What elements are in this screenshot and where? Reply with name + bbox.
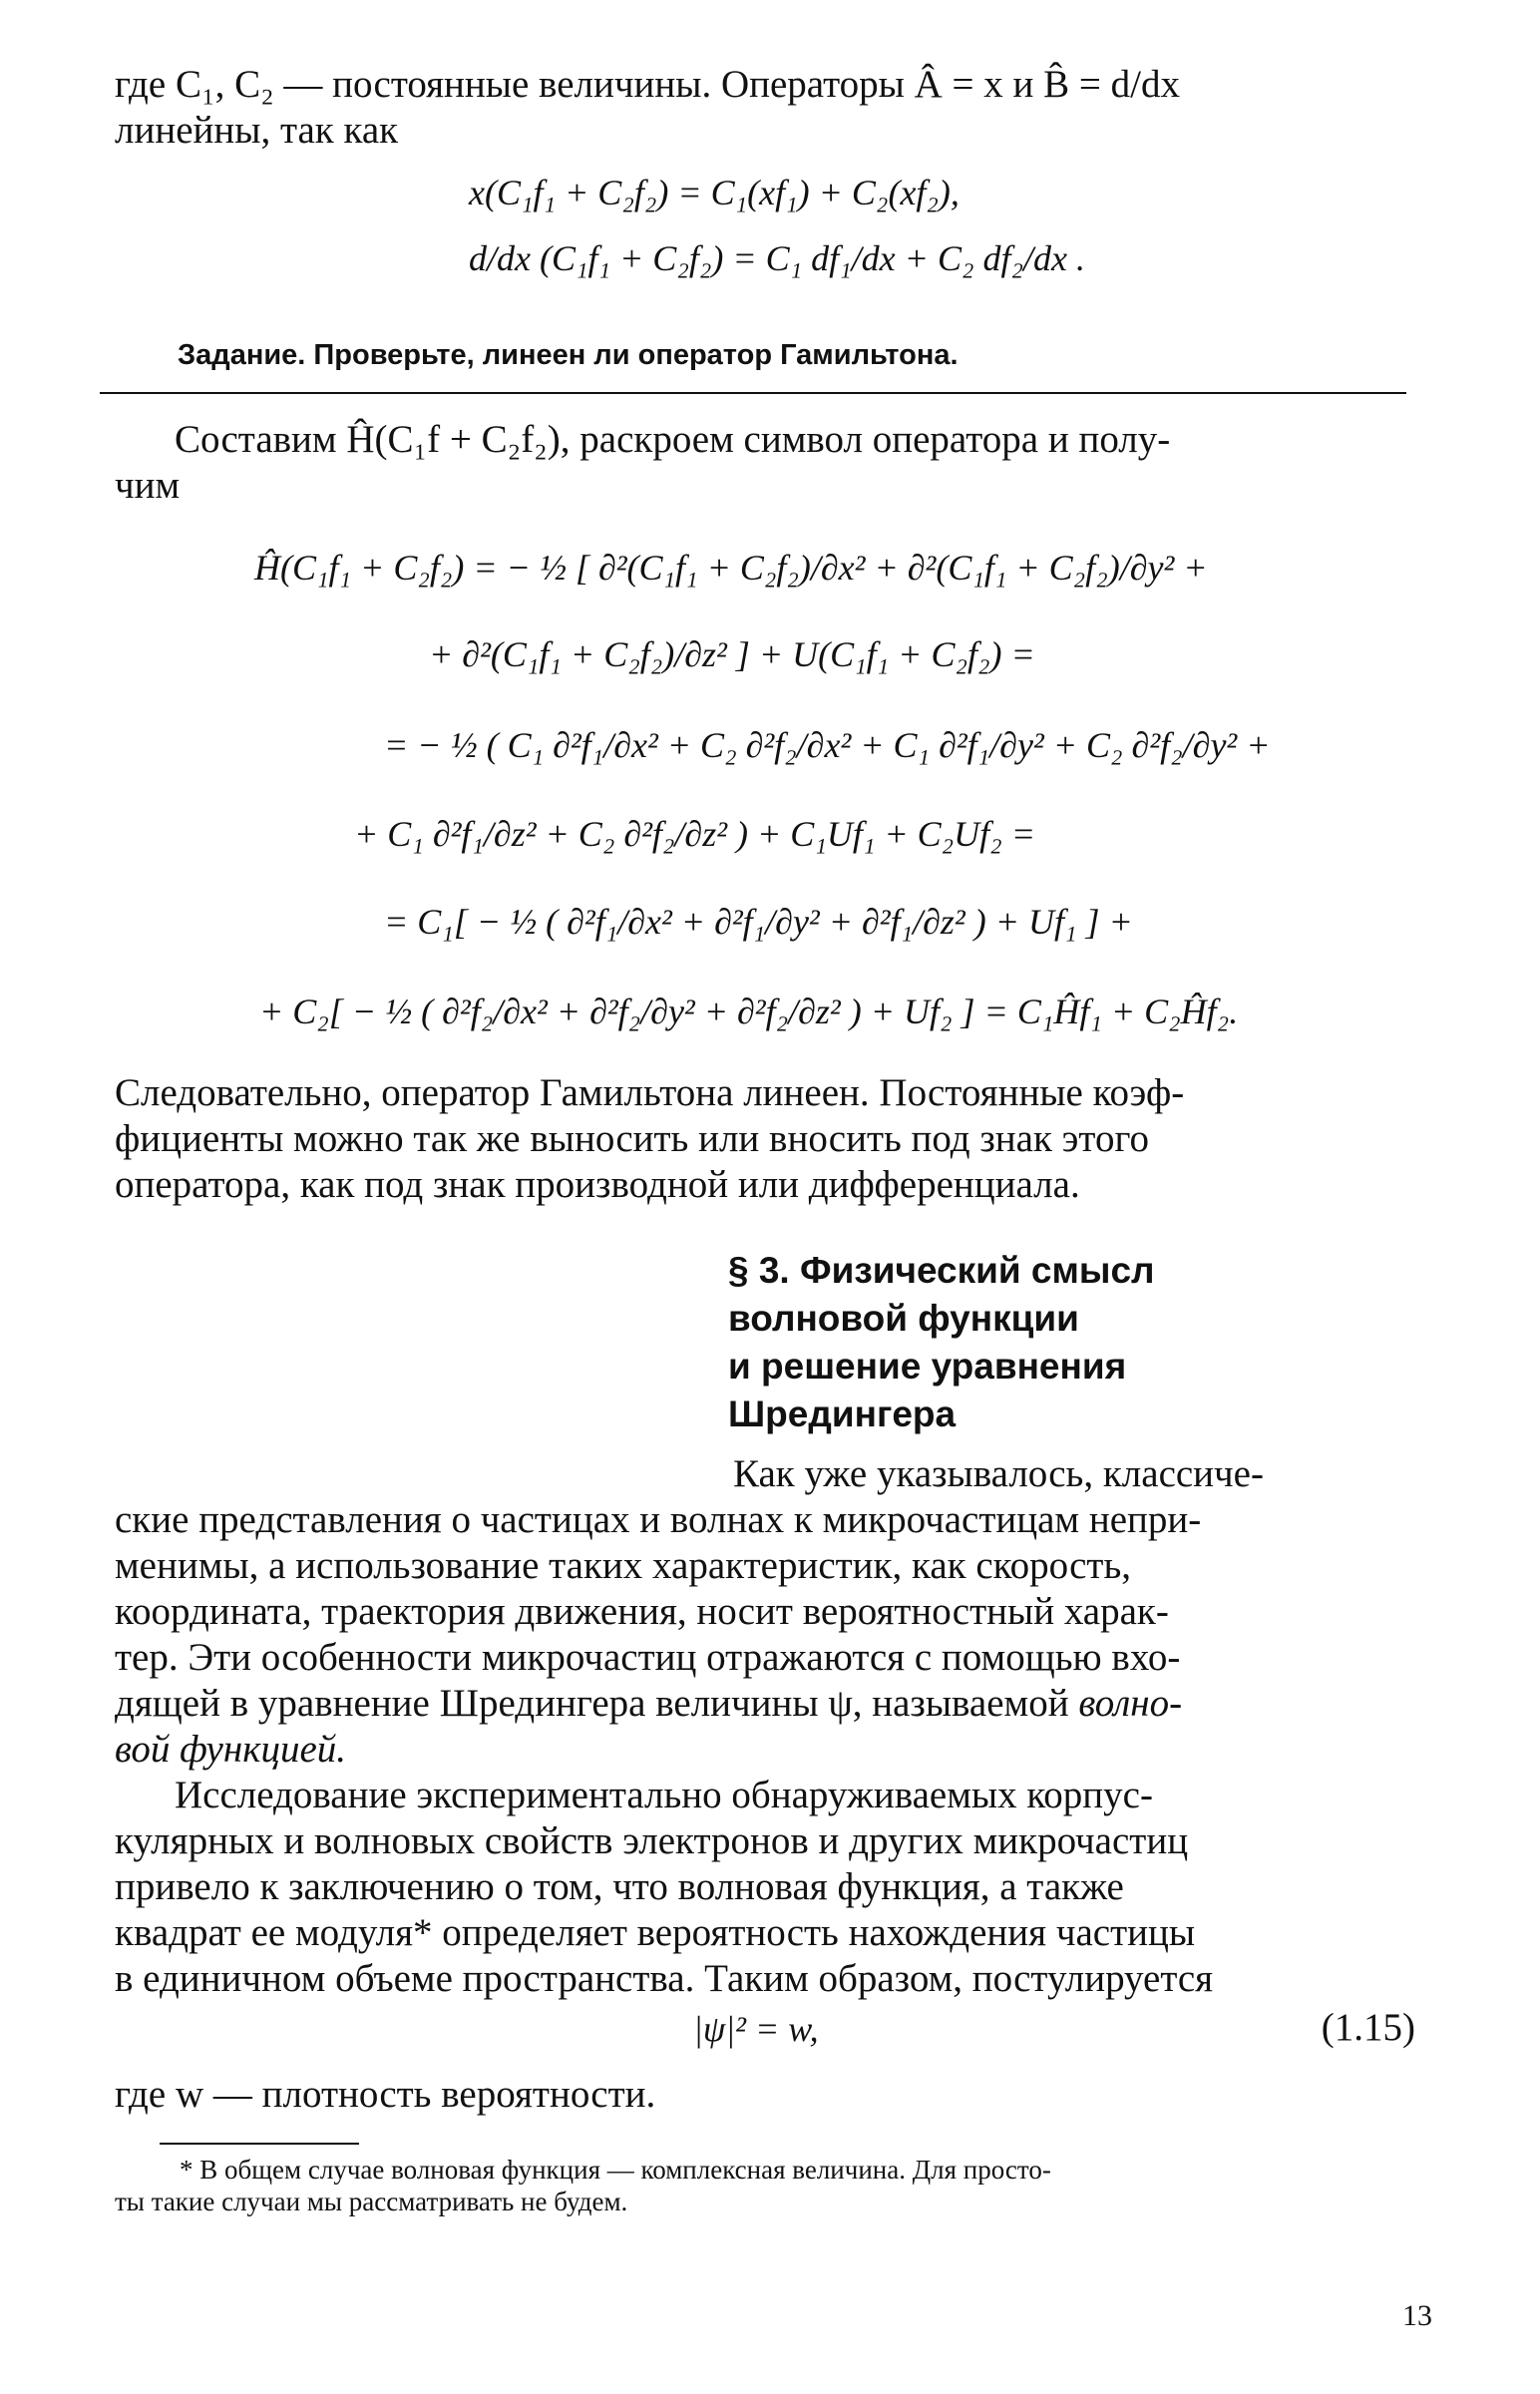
- paragraph-line: фициенты можно так же выносить или вносить под знак этого: [115, 1117, 1149, 1160]
- equation-line: = C₁[ − ½ ( ∂²f₁/∂x² + ∂²f₁/∂y² + ∂²f₁/∂z² ) + Uf₁ ] +: [384, 902, 1133, 942]
- paragraph-line: Исследование экспериментально обнаруживаемых корпус-: [175, 1774, 1153, 1816]
- paragraph-line: чим: [115, 464, 181, 507]
- footnote-line: * В общем случае волновая функция — комплексная величина. Для просто-: [180, 2155, 1051, 2185]
- equation-line: Ĥ(C₁f₁ + C₂f₂) = − ½ [ ∂²(C₁f₁ + C₂f₂)/∂x² + ∂²(C₁f₁ + C₂f₂)/∂y² +: [254, 548, 1208, 588]
- equation-formula: |ψ|² = w,: [693, 2009, 819, 2049]
- heading-line: волновой функции: [728, 1298, 1079, 1339]
- paragraph-line: где w — плотность вероятности.: [115, 2073, 656, 2116]
- footnote-divider: [160, 2143, 359, 2145]
- paragraph-line: привело к заключению о том, что волновая функция, а также: [115, 1865, 1124, 1908]
- section-heading: [728, 1247, 1155, 1438]
- equation-number: (1.15): [1321, 2006, 1415, 2049]
- paragraph-line: Как уже указывалось, классиче-: [733, 1452, 1264, 1495]
- paragraph-line: координата, траектория движения, носит вероятностный харак-: [115, 1590, 1169, 1633]
- paragraph-line: Следовательно, оператор Гамильтона линеен. Постоянные коэф-: [115, 1071, 1185, 1114]
- paragraph-line: в единичном объеме пространства. Таким образом, постулируется: [115, 1957, 1214, 2000]
- page-number: 13: [1402, 2299, 1432, 2332]
- equation-line: x(C₁f₁ + C₂f₂) = C₁(xf₁) + C₂(xf₂),: [469, 173, 960, 212]
- paragraph-line: [115, 1727, 346, 1772]
- equation-line: + C₁ ∂²f₁/∂z² + C₂ ∂²f₂/∂z² ) + C₁Uf₁ + C₂Uf₂ =: [354, 814, 1035, 854]
- paragraph-line: квадрат ее модуля* определяет вероятность нахождения частицы: [115, 1911, 1196, 1954]
- paragraph-line: тер. Эти особенности микрочастиц отражаются с помощью вхо-: [115, 1636, 1181, 1679]
- emphasized-term: волно-: [1078, 1682, 1183, 1725]
- heading-line: и решение уравнения: [728, 1346, 1127, 1387]
- equation-line: + ∂²(C₁f₁ + C₂f₂)/∂z² ] + U(C₁f₁ + C₂f₂) =: [429, 634, 1035, 674]
- paragraph-line: ские представления о частицах и волнах к микрочастицам непри-: [115, 1498, 1202, 1541]
- paragraph-line: линейны, так как: [115, 109, 399, 152]
- emphasized-term: вой функцией.: [115, 1728, 347, 1771]
- divider: [100, 392, 1406, 394]
- equation-line: d/dx (C₁f₁ + C₂f₂) = C₁ df₁/dx + C₂ df₂/dx .: [469, 238, 1085, 278]
- paragraph-text: дящей в уравнение Шредингера величины ψ, называемой: [115, 1682, 1069, 1725]
- heading-line: Шредингера: [728, 1394, 957, 1434]
- task-statement: Задание. Проверьте, линеен ли оператор Гамильтона.: [178, 339, 959, 371]
- paragraph-line: менимы, а использование таких характеристик, как скорость,: [115, 1544, 1131, 1587]
- paragraph-line: Составим Ĥ(C₁f + C₂f₂), раскроем символ оператора и полу-: [175, 418, 1171, 461]
- equation-line: = − ½ ( C₁ ∂²f₁/∂x² + C₂ ∂²f₂/∂x² + C₁ ∂²f₁/∂y² + C₂ ∂²f₂/∂y² +: [384, 725, 1271, 765]
- heading-line: § 3. Физический смысл: [728, 1250, 1155, 1291]
- paragraph-line: оператора, как под знак производной или дифференциала.: [115, 1163, 1080, 1206]
- paragraph-line: кулярных и волновых свойств электронов и других микрочастиц: [115, 1819, 1189, 1862]
- paragraph-line: [115, 1681, 1182, 1726]
- footnote-line: ты такие случаи мы рассматривать не будем.: [115, 2187, 628, 2216]
- paragraph-line: где C₁, C₂ — постоянные величины. Операторы Â = x и B̂ = d/dx: [115, 63, 1180, 106]
- equation-line: + C₂[ − ½ ( ∂²f₂/∂x² + ∂²f₂/∂y² + ∂²f₂/∂z² ) + Uf₂ ] = C₁Ĥf₁ + C₂Ĥf₂.: [259, 992, 1239, 1031]
